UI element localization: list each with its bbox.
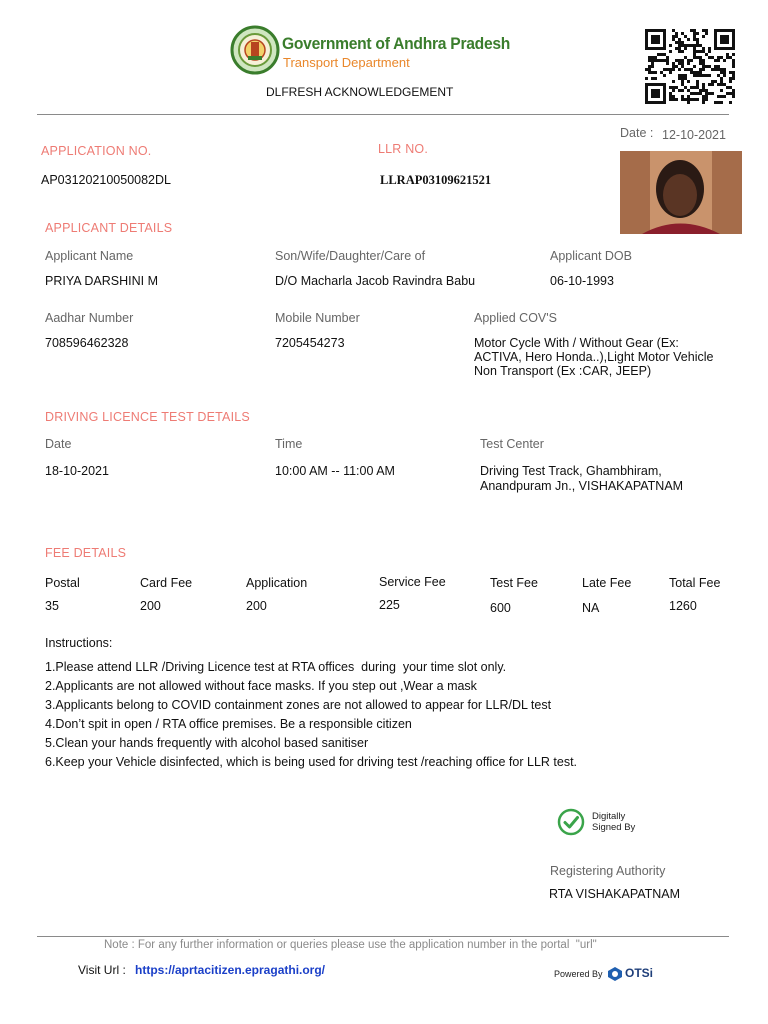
aadhar-value: 708596462328: [45, 336, 129, 350]
instruction-item: 4.Don’t spit in open / RTA office premises. Be a responsible citizen: [45, 717, 412, 731]
instruction-item: 2.Applicants are not allowed without face masks. If you step out ,Wear a mask: [45, 679, 477, 693]
qr-code: [644, 28, 736, 104]
fee-total-value: 1260: [669, 599, 697, 613]
date-value: 12-10-2021: [662, 128, 726, 142]
document-title: DLFRESH ACKNOWLEDGEMENT: [266, 85, 454, 99]
cov-line-2: ACTIVA, Hero Honda..),Light Motor Vehicle: [474, 350, 714, 364]
fee-col-application: Application: [246, 576, 308, 590]
instruction-item: 1.Please attend LLR /Driving Licence test at RTA offices during your time slot only.: [45, 660, 507, 674]
cov-line-1: Motor Cycle With / Without Gear (Ex:: [474, 336, 679, 350]
cov-label: Applied COV'S: [474, 311, 557, 325]
fee-application-value: 200: [246, 599, 267, 613]
applicant-name-label: Applicant Name: [45, 249, 134, 263]
fee-test-value: 600: [490, 601, 511, 615]
header-divider: [37, 114, 729, 115]
fee-postal-value: 35: [45, 599, 59, 613]
instruction-item: 5.Clean your hands frequently with alcohol based sanitiser: [45, 736, 369, 750]
test-time-value: 10:00 AM -- 11:00 AM: [275, 464, 395, 478]
applicant-name-value: PRIYA DARSHINI M: [45, 274, 158, 288]
test-date-value: 18-10-2021: [45, 464, 109, 478]
fee-col-late: Late Fee: [582, 576, 632, 590]
registering-authority-value: RTA VISHAKAPATNAM: [549, 887, 681, 901]
llr-no-label: LLR NO.: [378, 142, 429, 156]
fee-late-value: NA: [582, 601, 600, 615]
test-details-heading: DRIVING LICENCE TEST DETAILS: [45, 410, 250, 424]
dob-value: 06-10-1993: [550, 274, 614, 288]
fee-details-heading: FEE DETAILS: [45, 546, 127, 560]
mobile-label: Mobile Number: [275, 311, 360, 325]
relation-label: Son/Wife/Daughter/Care of: [275, 249, 426, 263]
applicant-photo: [620, 151, 742, 234]
otsi-brand: OTSi: [625, 966, 654, 980]
applicant-details-heading: APPLICANT DETAILS: [45, 221, 173, 235]
powered-by-label: Powered By: [554, 969, 603, 979]
visit-url-label: Visit Url :: [78, 963, 126, 977]
digitally-signed-line-1: Digitally: [592, 811, 626, 822]
footer-note: Note : For any further information or queries please use the application number in the portal "url": [104, 939, 597, 951]
fee-col-service: Service Fee: [379, 575, 446, 589]
digitally-signed-check-icon: [557, 808, 585, 836]
test-center-line-1: Driving Test Track, Ghambhiram,: [480, 464, 662, 478]
footer-divider: [37, 936, 729, 937]
dob-label: Applicant DOB: [550, 249, 632, 263]
fee-col-total: Total Fee: [669, 576, 721, 590]
relation-value: D/O Macharla Jacob Ravindra Babu: [275, 274, 476, 288]
fee-service-value: 225: [379, 598, 400, 612]
test-date-label: Date: [45, 437, 72, 451]
application-no-value: AP03120210050082DL: [41, 173, 171, 187]
application-no-label: APPLICATION NO.: [41, 144, 152, 158]
date-label: Date :: [620, 126, 654, 140]
llr-no-value: LLRAP03109621521: [380, 173, 492, 187]
registering-authority-label: Registering Authority: [550, 864, 666, 878]
fee-col-test: Test Fee: [490, 576, 538, 590]
government-name: Government of Andhra Pradesh: [282, 34, 511, 53]
fee-col-card: Card Fee: [140, 576, 193, 590]
mobile-value: 7205454273: [275, 336, 345, 350]
portal-link[interactable]: https://aprtacitizen.epragathi.org/: [135, 963, 326, 977]
instructions-heading: Instructions:: [45, 636, 113, 650]
aadhar-label: Aadhar Number: [45, 311, 134, 325]
cov-line-3: Non Transport (Ex :CAR, JEEP): [474, 364, 652, 378]
fee-col-postal: Postal: [45, 576, 80, 590]
state-emblem-logo: [230, 25, 280, 75]
test-center-label: Test Center: [480, 437, 544, 451]
otsi-logo-icon: [607, 966, 623, 982]
digitally-signed-line-2: Signed By: [592, 822, 636, 833]
department-name: Transport Department: [283, 55, 410, 70]
instruction-item: 6.Keep your Vehicle disinfected, which is being used for driving test /reaching office for LLR test.: [45, 755, 578, 769]
test-time-label: Time: [275, 437, 303, 451]
instruction-item: 3.Applicants belong to COVID containment zones are not allowed to appear for LLR/DL test: [45, 698, 552, 712]
test-center-line-2: Anandpuram Jn., VISHAKAPATNAM: [480, 479, 684, 493]
fee-card-value: 200: [140, 599, 161, 613]
